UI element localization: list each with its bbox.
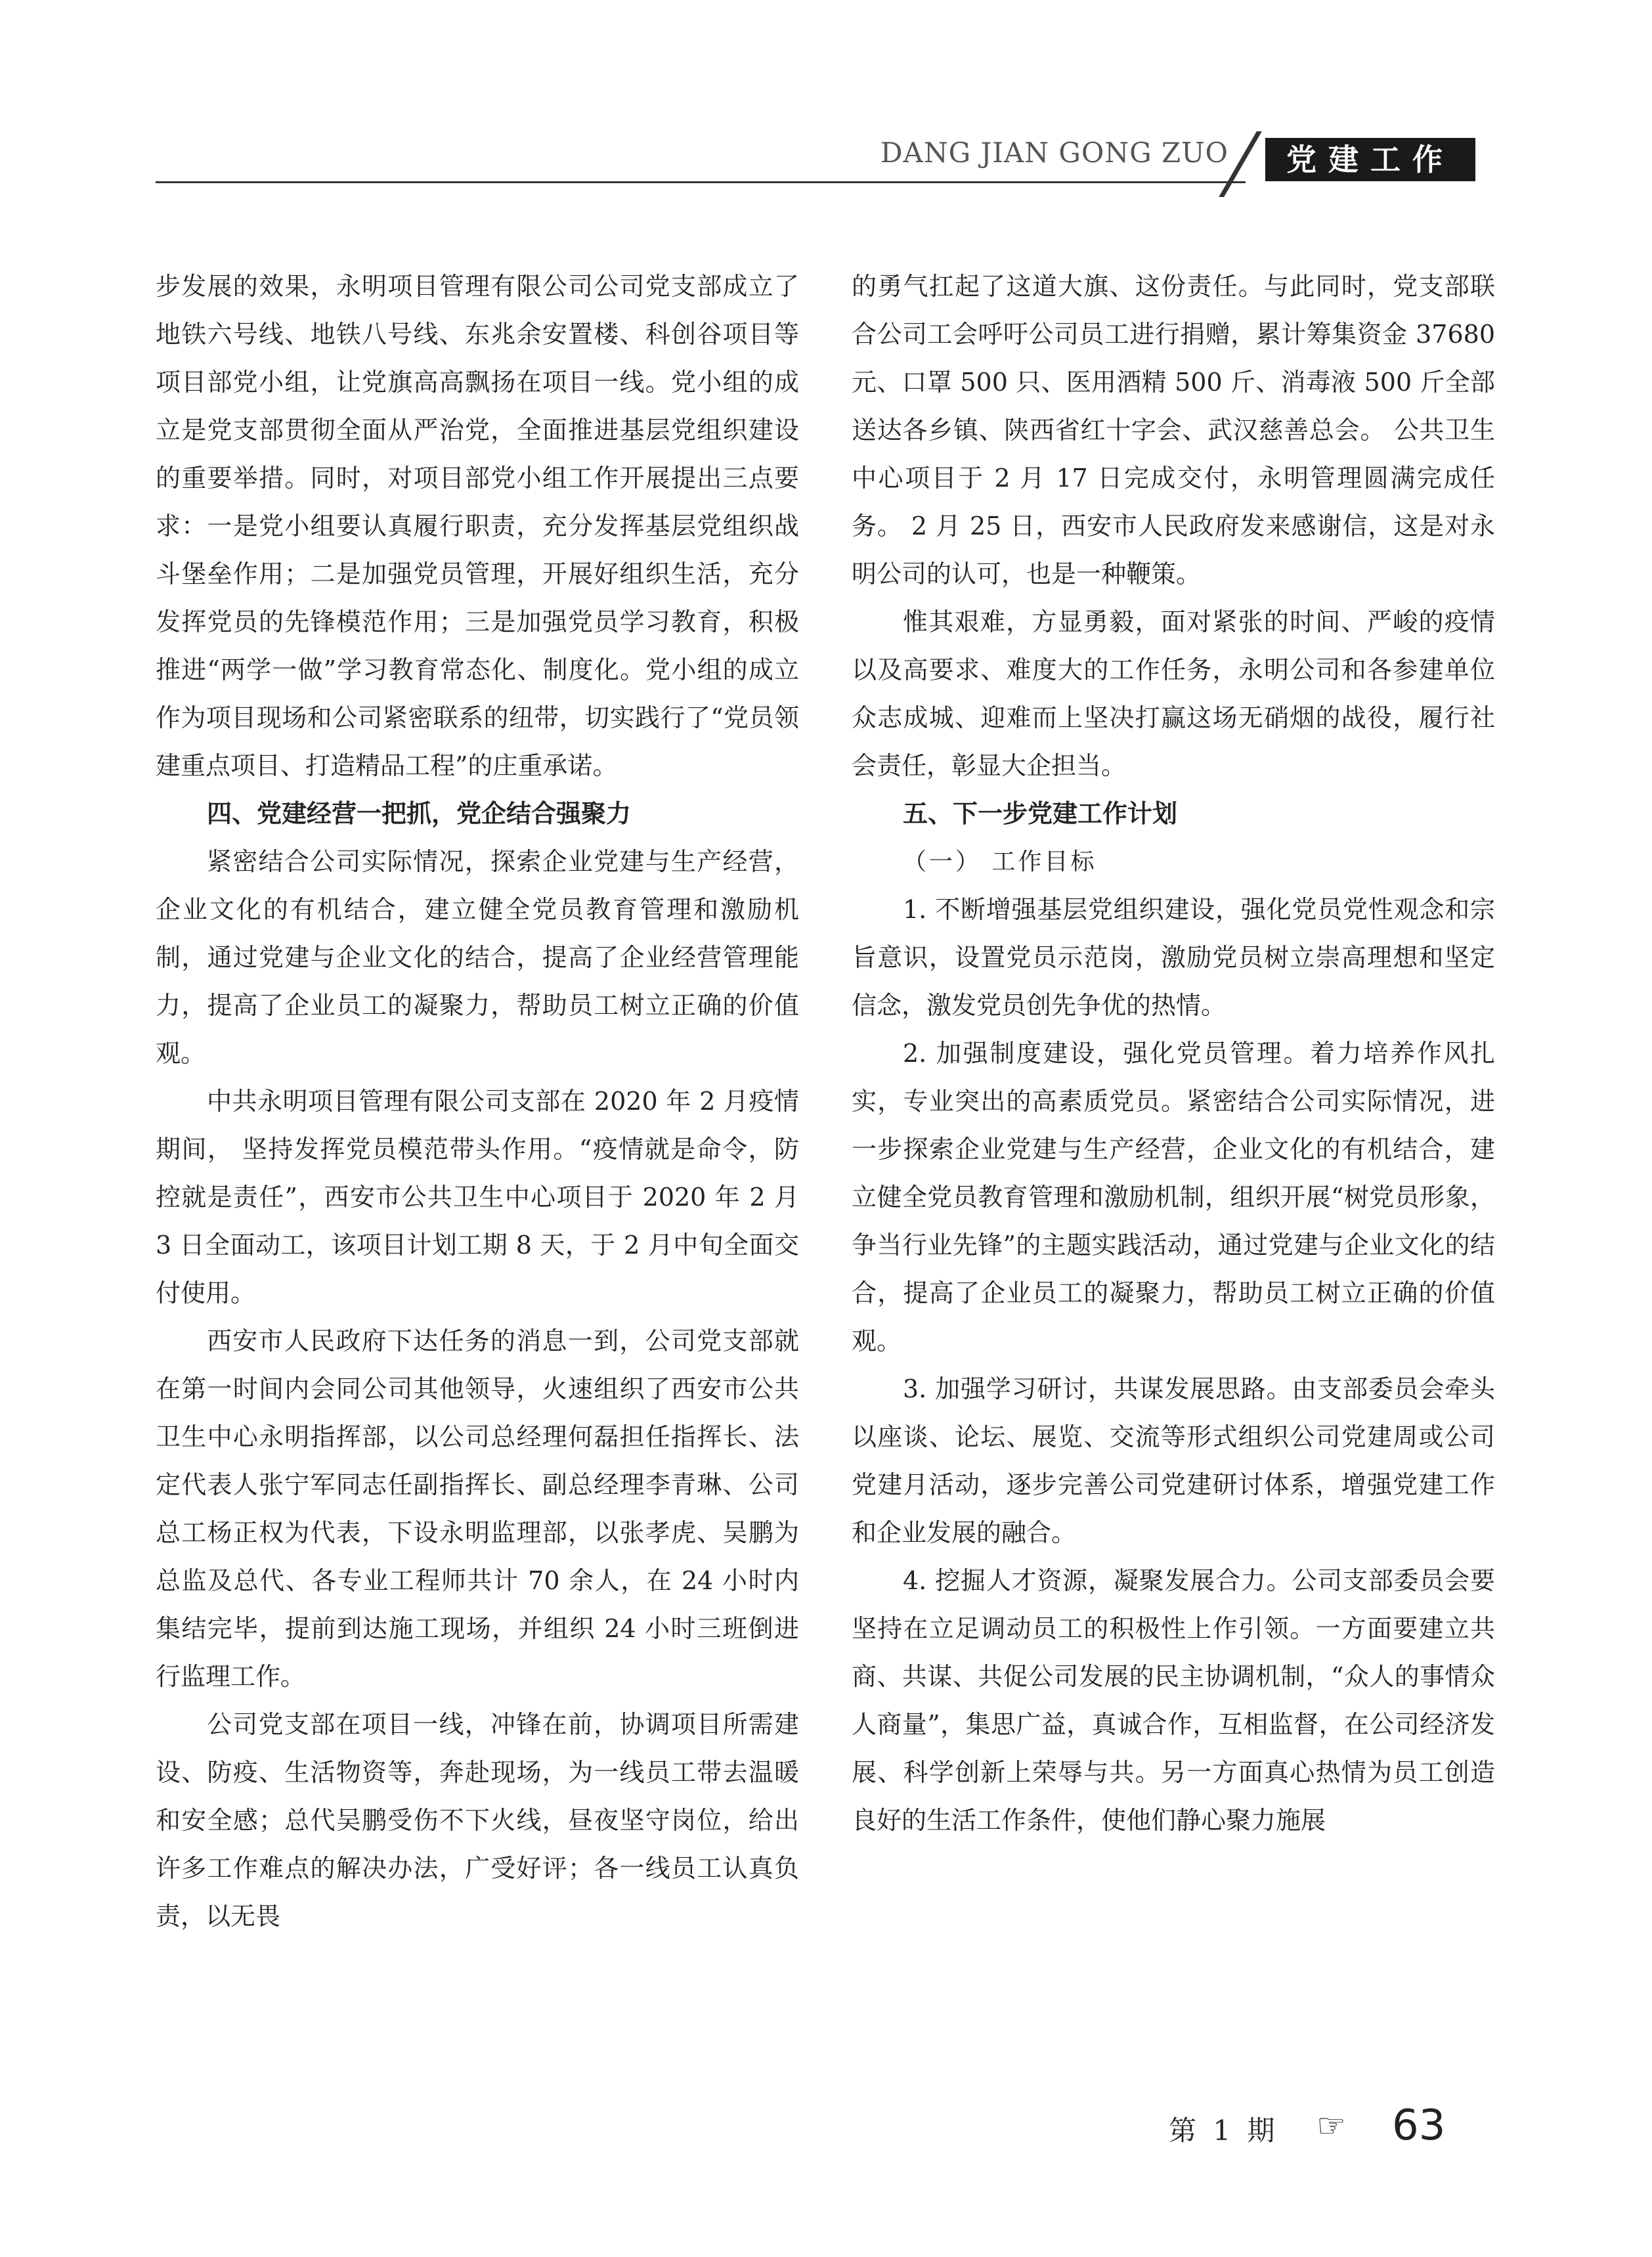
subsection-heading: （一） 工作目标	[903, 848, 1097, 875]
header-rule	[156, 181, 1246, 183]
left-column	[156, 263, 799, 1940]
page-footer	[1169, 2101, 1510, 2154]
page-header	[156, 131, 1478, 184]
list-item: 1. 不断增强基层党组织建设，强化党员党性观念和宗旨意识，设置党员示范岗，激励党员树立崇高理想和坚定信念，激发党员创先争优的热情。	[852, 895, 1495, 1020]
page-number: 63	[1392, 2101, 1446, 2150]
list-item: 2. 加强制度建设，强化党员管理。着力培养作风扎实，专业突出的高素质党员。紧密结合公司实际情况，进一步探索企业党建与生产经营，企业文化的有机结合，建立健全党员教育管理和激励机制，组织开展“树党员形象，争当行业先锋”的主题实践活动，通过党建与企业文化的结合，提高了企业员工的凝聚力，帮助员工树立正确的价值观。	[852, 1039, 1495, 1355]
right-column	[852, 263, 1495, 1845]
issue-label: 第 1 期	[1169, 2115, 1279, 2147]
list-item: 3. 加强学习研讨，共谋发展思路。由支部委员会牵头以座谈、论坛、展览、交流等形式组织公司党建周或公司党建月活动，逐步完善公司党建研讨体系，增强党建工作和企业发展的融合。	[852, 1374, 1495, 1547]
paragraph: 惟其艰难，方显勇毅，面对紧张的时间、严峻的疫情以及高要求、难度大的工作任务，永明公司和各参建单位众志成城、迎难而上坚决打赢这场无硝烟的战役，履行社会责任，彰显大企担当。	[852, 607, 1495, 780]
paragraph: 步发展的效果，永明项目管理有限公司公司党支部成立了地铁六号线、地铁八号线、东兆余安置楼、科创谷项目等项目部党小组，让党旗高高飘扬在项目一线。党小组的成立是党支部贯彻全面从严治党，全面推进基层党组织建设的重要举措。同时，对项目部党小组工作开展提出三点要求：一是党小组要认真履行职责，充分发挥基层党组织战斗堡垒作用；二是加强党员管理，开展好组织生活，充分发挥党员的先锋模范作用；三是加强党员学习教育，积极推进“两学一做”学习教育常态化、制度化。党小组的成立作为项目现场和公司紧密联系的纽带，切实践行了“党员领建重点项目、打造精品工程”的庄重承诺。	[156, 272, 799, 780]
section-heading: 四、党建经营一把抓，党企结合强聚力	[207, 799, 632, 828]
paragraph: 西安市人民政府下达任务的消息一到，公司党支部就在第一时间内会同公司其他领导，火速组织了西安市公共卫生中心永明指挥部，以公司总经理何磊担任指挥长、法定代表人张宁军同志任副指挥长、副总经理李青琳、公司总工杨正权为代表，下设永明监理部，以张孝虎、吴鹏为总监及总代、各专业工程师共计 70 余人，在 24 小时内集结完毕，提前到达施工现场，并组织 24 小时三班倒进行监理工作。	[156, 1326, 799, 1691]
section-heading: 五、下一步党建工作计划	[903, 799, 1178, 828]
paragraph: 公司党支部在项目一线，冲锋在前，协调项目所需建设、防疫、生活物资等，奔赴现场，为一线员工带去温暖和安全感；总代吴鹏受伤不下火线，昼夜坚守岗位，给出许多工作难点的解决办法，广受好评；各一线员工认真负责，以无畏	[156, 1710, 799, 1931]
paragraph: 紧密结合公司实际情况，探索企业党建与生产经营，企业文化的有机结合，建立健全党员教育管理和激励机制，通过党建与企业文化的结合，提高了企业经营管理能力，提高了企业员工的凝聚力，帮助员工树立正确的价值观。	[156, 847, 799, 1068]
paragraph: 中共永明项目管理有限公司支部在 2020 年 2 月疫情期间， 坚持发挥党员模范带头作用。“疫情就是命令，防控就是责任”，西安市公共卫生中心项目于 2020 年 2 月 3 日全面动工，该项目计划工期 8 天，于 2 月中旬全面交付使用。	[156, 1087, 799, 1307]
section-tag: 党建工作	[1265, 138, 1475, 181]
header-english-title: DANG JIAN GONG ZUO	[880, 137, 1228, 169]
paragraph: 的勇气扛起了这道大旗、这份责任。与此同时，党支部联合公司工会呼吁公司员工进行捐赠，累计筹集资金 37680 元、口罩 500 只、医用酒精 500 斤、消毒液 500 斤全部送达各乡镇、陕西省红十字会、武汉慈善总会。 公共卫生中心项目于 2 月 17 日完成交付，永明管理圆满完成任务。 2 月 25 日，西安市人民政府发来感谢信，这是对永明公司的认可，也是一种鞭策。	[852, 272, 1495, 588]
pointing-hand-icon: ☞	[1316, 2107, 1346, 2145]
list-item: 4. 挖掘人才资源，凝聚发展合力。公司支部委员会要坚持在立足调动员工的积极性上作引领。一方面要建立共商、共谋、共促公司发展的民主协调机制，“众人的事情众人商量”，集思广益，真诚合作，互相监督，在公司经济发展、科学创新上荣辱与共。另一方面真心热情为员工创造良好的生活工作条件，使他们静心聚力施展	[852, 1566, 1495, 1835]
